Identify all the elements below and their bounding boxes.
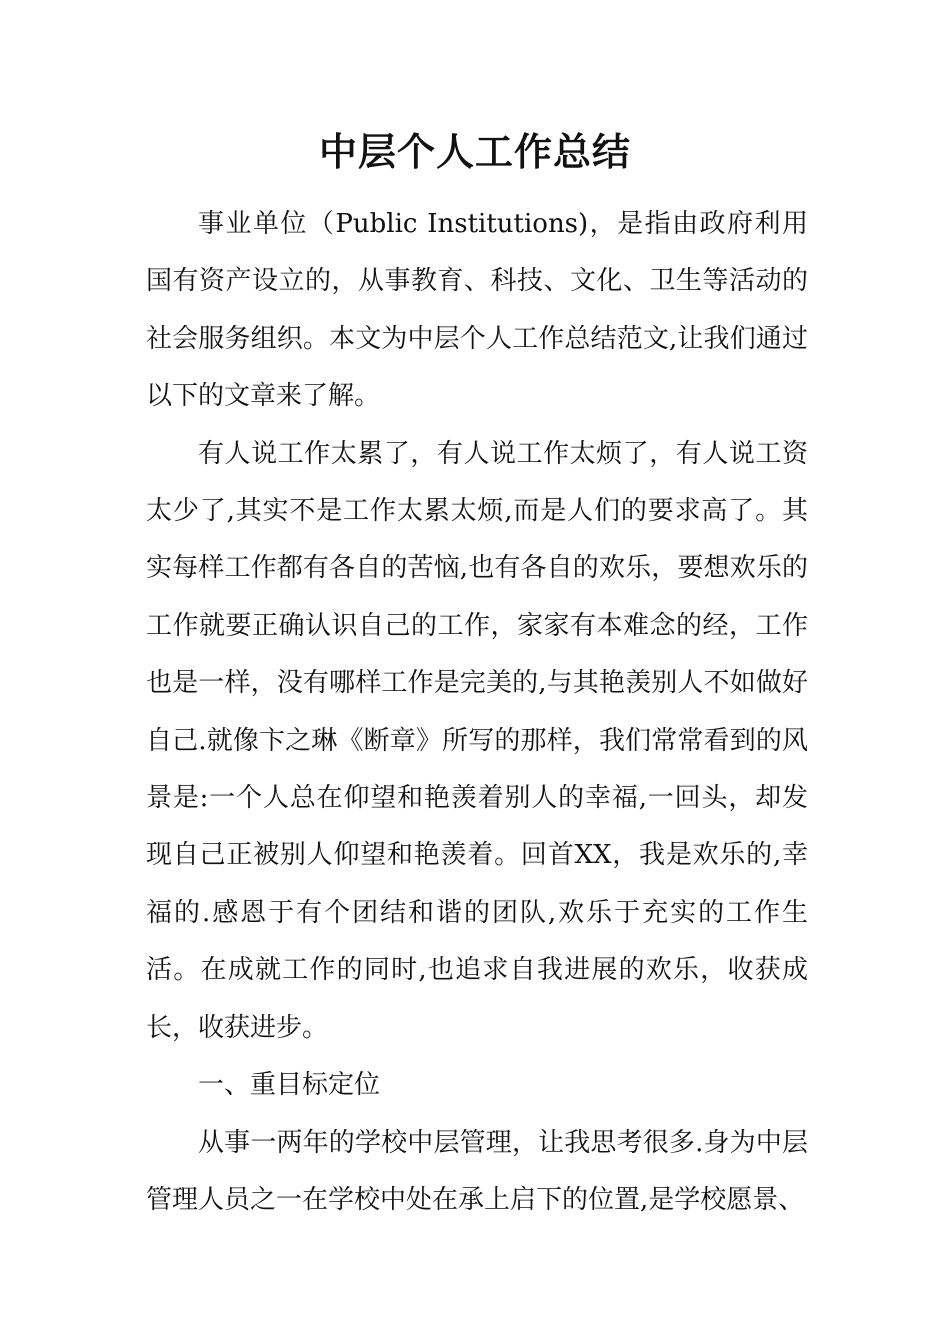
paragraph-section: 从事一两年的学校中层管理，让我思考很多.身为中层管理人员之一在学校中处在承上启下的位置,是学校愿景、	[146, 1127, 808, 1215]
paragraph-intro: 事业单位（Public Institutions)，是指由政府利用国有资产设立的，从事教育、科技、文化、卫生等活动的社会服务组织。本文为中层个人工作总结范文,让我们通过以下的文章来了解。	[146, 209, 808, 412]
section-heading: 一、重目标定位	[198, 1070, 381, 1101]
document-title: 中层个人工作总结	[318, 129, 631, 174]
paragraph-reflection: 有人说工作太累了，有人说工作太烦了，有人说工资太少了,其实不是工作太累太烦,而是人们的要求高了。其实每样工作都有各自的苦恼,也有各自的欢乐，要想欢乐的工作就要正确认识自己的工作，家家有本难念的经，工作也是一样，没有哪样工作是完美的,与其艳羡别人不如做好自己.就像卞之琳《断章》所写的那样，我们常常看到的风景是:一个人总在仰望和艳羡着别人的幸福,一回头，却发现自己正被别人仰望和艳羡着。回首XX，我是欢乐的,幸福的.感恩于有个团结和谐的团队,欢乐于充实的工作生活。在成就工作的同时,也追求自我进展的欢乐，收获成长，收获进步。	[146, 438, 808, 1043]
document-body	[146, 196, 808, 1229]
